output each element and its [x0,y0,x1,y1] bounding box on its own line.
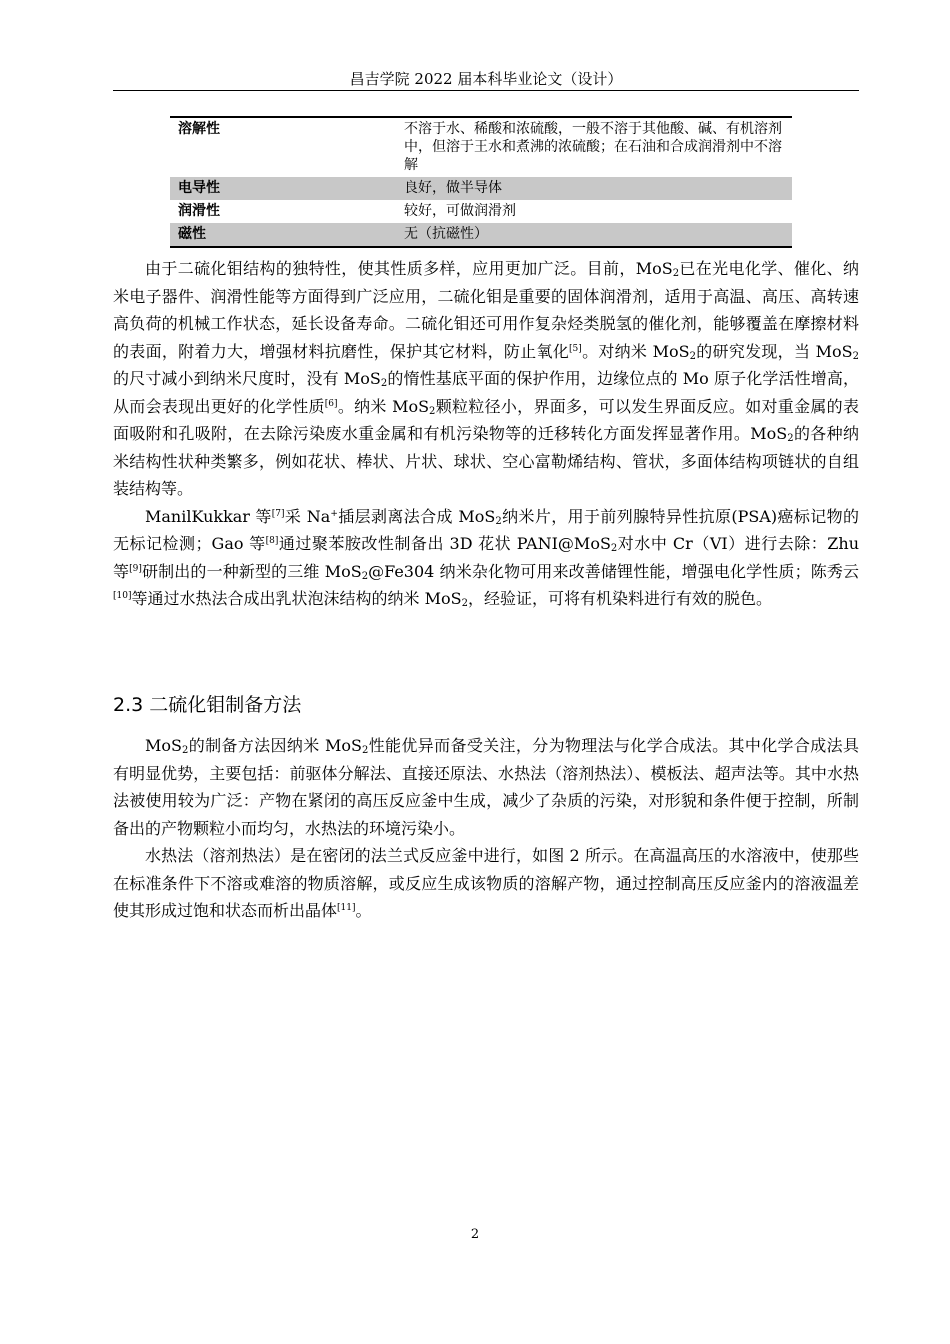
header-rule [113,90,859,91]
citation: [11] [337,903,356,913]
citation: [5] [569,343,582,354]
table-row [170,177,792,200]
running-header: 昌吉学院 2022 届本科毕业论文（设计） [349,70,623,88]
paragraph-applications: 由于二硫化钼结构的独特性，使其性质多样，应用更加广泛。目前，MoS$_2$已在光电化学、催化、纳米电子器件、润滑性能等方面得到广泛应用，二硫化钼是重要的固体润滑剂，适用于高温、高压、高转速高负荷的机械工作状态，延长设备寿命。二硫化钼还可用作复杂烃类脱氢的催化剂，能够覆盖在摩擦材料的表面，附着力大，增强材料抗磨性，保护其它材料，防止氧化[5]。对纳米 MoS$_2$的研究发现，当 MoS$_2$的尺寸减小到纳米尺度时，没有 MoS$_2$的惰性基底平面的保护作用，边缘位点的 Mo 原子化学活性增高，从而会表现出更好的化学性质[6]。纳米 MoS$_2$颗粒粒径小，界面多，可以发生界面反应。如对重金属的表面吸附和孔吸附，在去除污染废水重金属和有机污染物等的迁移转化方面发挥显著作用。MoS$_2$的各种纳米结构性状种类繁多，例如花状、棒状、片状、球状、空心富勒烯结构、管状，多面体结构项链状的自组装结构等。 [113,259,859,498]
property-name: 溶解性 [178,121,220,137]
property-name: 润滑性 [178,203,220,219]
properties-table [170,116,792,248]
paragraph-literature: ManilKukkar 等[7]采 Na+插层剥离法合成 MoS$_2$纳米片，用于前列腺特异性抗原(PSA)癌标记物的无标记检测；Gao 等[8]通过聚苯胺改性制备出 3D 花状 PANI@MoS$_2$对水中 Cr（VI）进行去除：Zhu 等[9]研制出的一种新型的三维 MoS$_2$@Fe304 纳米杂化物可用来改善储锂性能，增强电化学性质；陈秀云[10]等通过水热法合成出乳状泡沫结构的纳米 MoS$_2$，经验证，可将有机染料进行有效的脱色。 [113,506,859,609]
citation: [6] [324,398,338,409]
paragraph-methods: MoS$_2$的制备方法因纳米 MoS$_2$性能优异而备受关注，分为物理法与化学合成法。其中化学合成法具有明显优势，主要包括：前驱体分解法、直接还原法、水热法（溶剂热法）、模板法、超声法等。其中水热法被使用较为广泛：产物在紧闭的高压反应釜中生成，减少了杂质的污染，对形貌和条件便于控制，所制备出的产物颗粒小而均匀，水热法的环境污染小。 [113,736,859,838]
citation: [9] [129,563,142,574]
property-value: 较好，可做润滑剂 [404,203,516,219]
citation: [10] [113,591,132,601]
property-name: 磁性 [170,223,396,247]
property-value: 良好，做半导体 [396,177,792,200]
property-value: 不溶于水、稀酸和浓硫酸，一般不溶于其他酸、碱、有机溶剂中，但溶于王水和煮沸的浓硫酸；在石油和合成润滑剂中不溶解 [404,121,782,173]
property-name: 电导性 [170,177,396,200]
property-value: 无（抗磁性） [396,223,792,247]
body-text-lower [113,732,859,925]
table-row [170,223,792,247]
citation: [7] [271,508,285,519]
citation: [8] [265,536,279,546]
page-number: 2 [470,1227,480,1242]
table-row [170,200,792,223]
paragraph-hydrothermal: 水热法（溶剂热法）是在密闭的法兰式反应釜中进行，如图 2 所示。在高温高压的水溶液中，使那些在标准条件下不溶或难溶的物质溶解，或反应生成该物质的溶解产物，通过控制高压反应釜内的溶液温差使其形成过饱和状态而析出晶体[11]。 [113,846,859,920]
body-text-upper [113,255,859,613]
table-row [170,117,792,177]
section-heading: 2.3 二硫化钼制备方法 [113,694,302,716]
